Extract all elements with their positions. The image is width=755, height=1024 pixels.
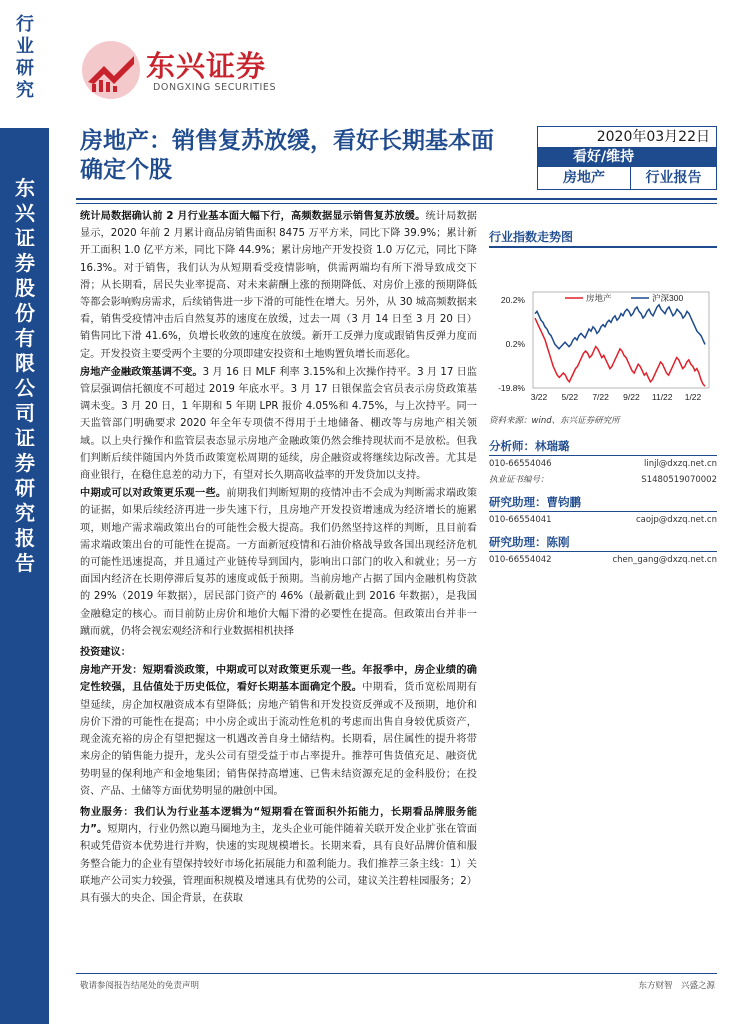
section-heading: 投资建议： xyxy=(80,647,131,659)
paragraph xyxy=(80,644,477,661)
paragraph xyxy=(80,485,477,640)
index-chart xyxy=(489,252,717,412)
paragraph-text: 统计局数据显示，2020 年前 2 月累计商品房销售面积 8475 万平方米，同比下降 39.9%；累计新开工面积 1.0 亿平方米，同比下降 44.9%；累计房地产开发投资 1.0 万亿元，同比下降 16.3%。对于销售，我们认为从短期看受疫情影响，供需两端均有所下滑导致成交下滑；从长期看，居民失业率提高、对未来薪酬上涨的预期降低、对房价上涨的预期降低等都会影响购房需求，后续销售进一步下滑的可能性在增大。另外，从 30 城高频数据来看，销售受疫情冲击后自然复苏的速度在放缓，过去一周（3 月 14 日至 3 月 20 日）销售同比下滑 41.6%，负增长收敛的速度在放缓。新开工反弹力度或跟销售反弹力度而定。开发投资主要受两个主要的分项即建安投资和土地购置负增长而恶化。 xyxy=(80,211,477,360)
paragraph-lead: 房地产金融政策基调不变。 xyxy=(80,366,203,378)
x-tick-label: 7/22 xyxy=(592,392,609,402)
analyst-block xyxy=(489,438,717,568)
sidebar-top xyxy=(0,0,49,123)
report-title: 房地产：销售复苏放缓，看好长期基本面确定个股 xyxy=(80,128,494,183)
logo-text-en: DONGXING SECURITIES xyxy=(153,82,277,93)
paragraph-text: 前期我们判断短期的疫情冲击不会成为判断需求端政策的证据，如果后续经济再进一步失速下行，且房地产开发投资增速成为经济增长的施累项，则地产需求端政策出台的可能性会极大提高。我们仍然坚持这样的判断，且目前看需求端政策出台的可能性在提高。一方面新冠疫情和石油价格战导致各国出现经济危机的可能性迅速提高，并且通过产业链传导到国内，影响出口部门的收入和就业；另一方面国内经济在长期停滞后复苏的速度或低于预期。当前房地产占据了国内金融机构贷款的 29%（2019 年数据），居民部门资产的 46%（最新截止到 2016 年数据），是我国金融稳定的核心。而目前防止房价和地价大幅下滑的必要性在提高。但政策出台并非一蹴而就，仍将会视宏观经济和行业数据相机抉择 xyxy=(80,488,478,637)
report-rating: 看好/维持 xyxy=(537,147,717,167)
x-tick-label: 9/22 xyxy=(623,392,640,402)
legend-label: 房地产 xyxy=(586,293,612,303)
x-tick-label: 5/22 xyxy=(561,392,579,402)
paragraph-text: 3 月 16 日 MLF 利率 3.15%和上次操作持平。3 月 17 日监管层强调信托额度不可超过 2019 年底水平。3 月 17 日银保监会官员表示房贷政策基调未变。3 月 20 日，1 年期和 5 年期 LPR 报价 4.05%和 4.75%，与上次持平。同一天监管部门明确要求 2020 年全年专项债不得用于土地储备、棚改等与房地产相关领域。以上央行操作和监管层表态显示房地产金融政策仍然会维持现状而不是放松。但我们判断后续伴随国内外货币政策宽松周期的延续，房企融资或将继续边际改善。尤其是商业银行，在稳住息差的动力下，有望对长久期高收益率的开发贷加以支持。 xyxy=(80,366,477,482)
paragraph-lead: 中期或可以对政策更乐观一些。 xyxy=(80,488,227,500)
plot-frame xyxy=(533,292,709,388)
x-tick-label: 3/22 xyxy=(530,392,548,402)
sidebar xyxy=(0,0,49,1024)
sector-tag: 房地产 xyxy=(538,167,631,189)
assistant-contact xyxy=(489,552,717,568)
paragraph-lead: 房地产开发：短期看淡政策，中期或可以对政策更乐观一些。年报季中，房企业绩的确定性较强，且估值处于历史低位，看好长期基本面确定个股。 xyxy=(80,665,477,694)
paragraph xyxy=(80,364,477,484)
assistant-phone: 010-66554042 xyxy=(489,555,552,565)
sidebar-company-label: 东兴证券股份有限公司证券研究报告 xyxy=(15,176,35,575)
x-tick-label: 1/22 xyxy=(684,392,702,402)
sidebar-band xyxy=(0,128,49,1024)
report-type-tag: 行业报告 xyxy=(645,170,702,186)
analyst-name: 分析师：林瑞璐 xyxy=(489,438,717,456)
assistant-phone: 010-66554041 xyxy=(489,515,552,525)
legend-label: 沪深300 xyxy=(652,293,684,303)
sidebar-top-label: 行业研究 xyxy=(16,14,34,101)
report-tags xyxy=(537,167,717,190)
report-date: 2020年03月22日 xyxy=(537,126,717,147)
x-tick-label: 11/22 xyxy=(651,392,673,402)
y-tick-label: -19.8% xyxy=(498,383,525,393)
chart-heading: 行业指数走势图 xyxy=(489,228,717,248)
logo-text-cn: 东兴证券 xyxy=(146,49,267,83)
assistant-name: 研究助理：陈刚 xyxy=(489,534,717,552)
y-tick-label: 0.2% xyxy=(505,339,525,349)
analyst-phone: 010-66554046 xyxy=(489,459,552,469)
logo-mark-icon xyxy=(80,40,142,100)
paragraph-text: 中期看，货币宽松周期有望延续，房企加权融资成本有望降低；房地产销售和开发投资反弹或不及预期，地价和房价下滑的可能性在提高；中小房企或出于流动性危机的考虑而出售自身较优质资产，现金流充裕的房企有望把握这一机遇改善自身土储结构。长期看，居住属性的提升将带来房企的销售能力提升，龙头公司有望受益于市占率提升。推荐可售货值充足、融资优势明显的保利地产和金地集团；销售保持高增速、已售未结资源充足的金科股份；在投资、产品、土储等方面优势明显的融创中国。 xyxy=(80,682,478,797)
company-logo xyxy=(80,40,280,100)
chart-svg xyxy=(489,252,717,412)
cert-number: S1480519070002 xyxy=(641,475,717,485)
y-tick-label: 20.2% xyxy=(500,295,525,305)
analyst-contact xyxy=(489,456,717,472)
paragraph-text: 短期内，行业仍然以跑马圈地为主，龙头企业可能伴随着关联开发企业扩张在管面积或凭借资本优势进行并购，快速的实现规模增长。长期来看，具有良好品牌价值和服务整合能力的企业有望保持较好市场化拓展能力和盈利能力。我们推荐三条主线：1）关联地产公司实力较强，管理面积规模及增速具有优势的公司，建议关注碧桂园服务；2）具有强大的央企、国企背景，在获取 xyxy=(80,824,477,904)
assistant-email[interactable]: caojp@dxzq.net.cn xyxy=(635,515,717,525)
paragraph-lead: 物业服务：我们认为行业基本逻辑为“短期看在管面积外拓能力，长期看品牌服务能力”。 xyxy=(80,806,477,836)
series-line-property xyxy=(535,318,705,386)
footer-slogan: 东方财智 兴盛之源 xyxy=(638,981,715,991)
paragraph xyxy=(80,662,477,800)
paragraph xyxy=(80,804,477,907)
right-column xyxy=(489,228,717,568)
cert-label: 执业证书编号： xyxy=(489,475,549,485)
header-divider-thin xyxy=(76,203,717,204)
paragraph xyxy=(80,208,477,363)
paragraph-lead: 统计局数据确认前 2 月行业基本面大幅下行，高频数据显示销售复苏放缓。 xyxy=(80,211,426,222)
report-body xyxy=(80,208,477,908)
footer-disclaimer[interactable]: 敬请参阅报告结尾处的免责声明 xyxy=(80,981,200,991)
report-info-box xyxy=(537,126,717,190)
header-divider xyxy=(76,198,717,200)
series-line-hs300 xyxy=(535,305,705,349)
assistant-name: 研究助理：曹钧鹏 xyxy=(489,494,717,512)
analyst-cert xyxy=(489,472,717,488)
chart-source: 资料来源：wind、东兴证券研究所 xyxy=(489,416,620,426)
analyst-email[interactable]: linjl@dxzq.net.cn xyxy=(643,459,717,469)
footer-divider xyxy=(76,973,717,974)
assistant-email[interactable]: chen_gang@dxzq.net.cn xyxy=(612,555,717,565)
assistant-contact xyxy=(489,512,717,528)
